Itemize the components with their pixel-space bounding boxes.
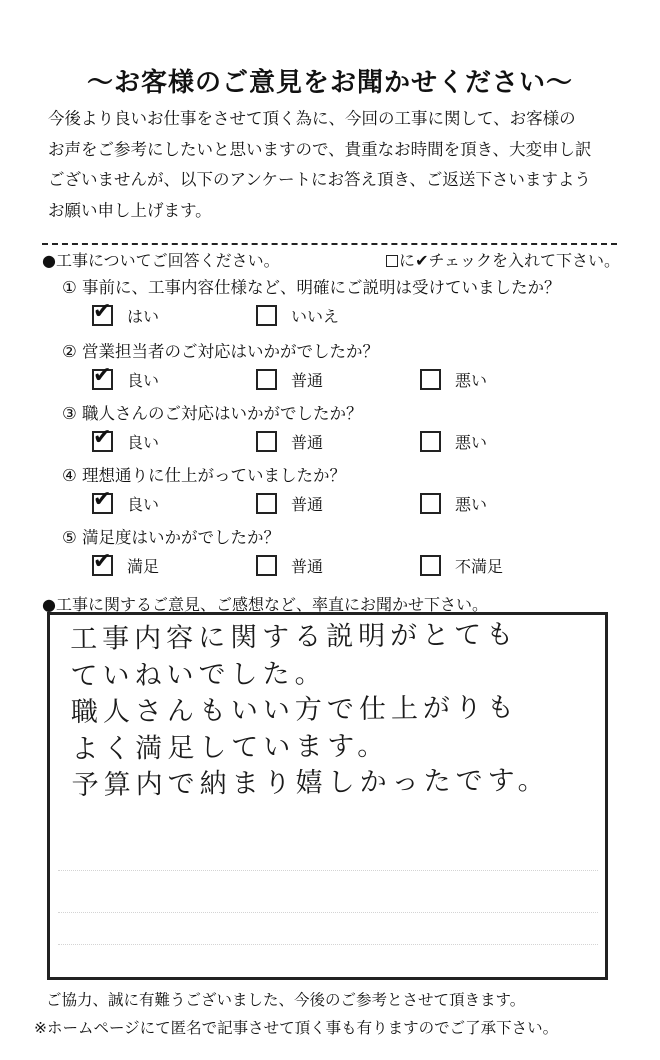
intro-line: お願い申し上げます。	[48, 200, 212, 220]
intro-paragraph	[48, 104, 628, 226]
question-2: ② 営業担当者のご対応はいかがでしたか？	[62, 342, 380, 361]
ruled-line	[58, 912, 598, 913]
checkbox[interactable]	[256, 493, 277, 514]
section2-heading: ●工事に関するご意見、ご感想など、率直にお聞かせ下さい。	[42, 595, 488, 614]
intro-line: 今後より良いお仕事をさせて頂く為に、今回の工事に関して、お客様の	[48, 109, 576, 128]
checkbox-icon	[386, 255, 398, 267]
checkbox[interactable]	[256, 555, 277, 576]
intro-line: ございませんが、以下のアンケートにお答え頂き、ご返送下さいますよう	[48, 170, 591, 189]
q3-option-normal[interactable]: 普通	[256, 430, 323, 453]
section-divider	[42, 243, 617, 245]
checkbox[interactable]	[256, 305, 277, 326]
check-mark-icon: ✔	[93, 549, 112, 574]
comment-line: 予算内で納まり嬉しかったです。	[71, 764, 550, 801]
checkbox[interactable]	[256, 431, 277, 452]
check-mark-icon: ✔	[93, 363, 112, 388]
q2-option-normal[interactable]: 普通	[256, 368, 323, 391]
check-mark-icon: ✔	[93, 425, 112, 450]
comment-line: 工事内容に関する説明がとても	[70, 619, 519, 655]
checkbox[interactable]	[256, 369, 277, 390]
q2-option-bad[interactable]: 悪い	[420, 368, 487, 391]
question-4: ④ 理想通りに仕上がっていましたか？	[62, 466, 347, 485]
checkbox[interactable]	[92, 363, 113, 390]
footer-thanks: ご協力、誠に有難うございました、今後のご参考とさせて頂きます。	[46, 991, 526, 1009]
checkbox[interactable]	[92, 299, 113, 326]
q4-option-bad[interactable]: 悪い	[420, 492, 487, 515]
intro-line: お声をご参考にしたいと思いますので、貴重なお時間を頂き、大変申し訳	[48, 139, 592, 159]
q5-option-satisfied[interactable]: ✔ 満足	[93, 549, 160, 576]
question-1: ① 事前に、工事内容仕様など、明確にご説明は受けていましたか？	[62, 278, 561, 297]
checkbox[interactable]	[420, 555, 441, 576]
checkbox[interactable]	[92, 487, 113, 514]
ruled-line	[58, 944, 598, 945]
q4-option-good[interactable]: ✔ 良い	[93, 487, 160, 514]
question-5: ⑤ 満足度はいかがでしたか？	[62, 528, 281, 547]
question-3: ③ 職人さんのご対応はいかがでしたか？	[62, 404, 363, 423]
q3-option-bad[interactable]: 悪い	[420, 430, 487, 453]
checkbox[interactable]	[92, 549, 113, 576]
comment-line: よく満足しています。	[71, 730, 390, 765]
section1-header	[42, 248, 620, 271]
check-mark-icon: ✔	[93, 487, 112, 512]
q1-option-yes[interactable]: ✔ はい	[93, 299, 160, 326]
q4-option-normal[interactable]: 普通	[256, 492, 323, 515]
comment-line: 職人さんもいい方で仕上がりも	[70, 692, 520, 728]
checkbox[interactable]	[420, 431, 441, 452]
q1-option-no[interactable]: いいえ	[256, 304, 339, 327]
comment-line: ていねいでした。	[70, 657, 327, 692]
check-mark-icon: ✔	[93, 299, 112, 324]
ruled-line	[58, 870, 598, 871]
footer-note: ※ホームページにて匿名で記事させて頂く事も有りますのでご了承下さい。	[34, 1019, 559, 1037]
check-mark-icon: ✔	[415, 251, 429, 270]
section1-heading: ●工事についてご回答ください。	[42, 251, 280, 270]
checkbox[interactable]	[420, 493, 441, 514]
handwritten-comment	[70, 617, 550, 804]
survey-title: ～お客様のご意見をお聞かせください～	[86, 68, 573, 98]
q2-option-good[interactable]: ✔ 良い	[93, 363, 160, 390]
q3-option-good[interactable]: ✔ 良い	[93, 425, 160, 452]
checkbox[interactable]	[92, 425, 113, 452]
checkbox[interactable]	[420, 369, 441, 390]
q5-option-normal[interactable]: 普通	[256, 554, 323, 577]
check-instruction: に✔チェックを入れて下さい。	[386, 248, 620, 271]
q5-option-unsatisfied[interactable]: 不満足	[420, 554, 503, 577]
